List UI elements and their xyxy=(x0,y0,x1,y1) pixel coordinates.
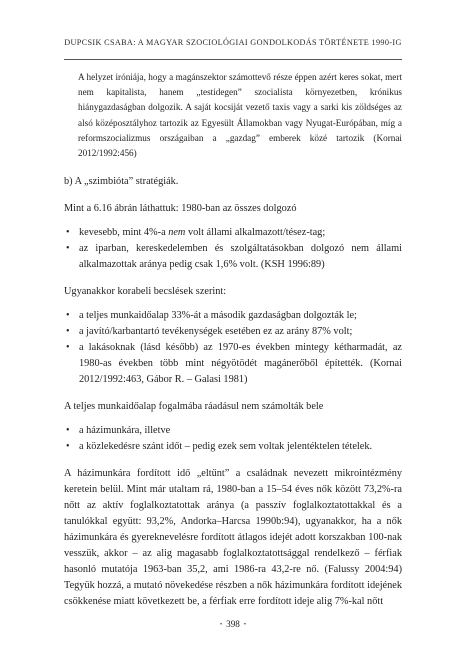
list-item: • a lakásoknak (lásd később) az 1970-es években mintegy kétharmadát, az 1980-as években több mint négyötödét magánerőből építették. (Kornai 2012/1992:463, Gábor R. – Galasi 1981) xyxy=(66,342,402,386)
list-item: • kevesebb, mint 4%-a nem volt állami alkalmazott/tésez-tag; xyxy=(64,225,402,241)
paragraph-housework: A házimunkára fordított idő „eltűnt” a családnak nevezett mikrointézmény keretein belül. Mint már utaltam rá, 1980-ban a 15–54 éves nők között 73,2%-ra nőtt az aktív foglalkoztatottak aránya (a passzív foglalkoztatottakkal és a tanulókkal együtt: 93,2%, Andorka–Harcsa 1990b:94), ugyanakkor, ha a nők házimunkára és gyereknevelésre fordított átlagos idejét adott korszakban 100-nak vesszük, akkor – az alig magasabb foglalkoztatottsággal rendelkező – férfiak hasonló mutatója 1963-ban 35,2, ami 1986-ra 43,2-re nő. (Falussy 2004:94) Tegyük hozzá, a mutató növekedése részben a nők házimunkára fordított idejének csökkenése miatt következett be, a férfiak erre fordított ideje alig 7%-kal nőtt xyxy=(64,468,402,608)
bullet-icon: • xyxy=(243,622,246,628)
list-item: • a teljes munkaidőalap 33%-át a második gazdaságban dolgozták le; xyxy=(64,308,402,324)
bullet-list-excluded xyxy=(64,423,402,455)
paragraph-worktime: A teljes munkaidőalap fogalmába ráadásul nem számolták bele xyxy=(64,401,324,413)
paragraph-estimates: Ugyanakkor korabeli becslések szerint: xyxy=(64,286,227,298)
paragraph-figure-ref: Mint a 6.16 ábrán láthattuk: 1980-ban az összes dolgozó xyxy=(64,203,297,215)
bullet-icon: • xyxy=(66,310,70,322)
body-text xyxy=(64,70,402,610)
bullet-icon: • xyxy=(66,227,70,239)
block-quote: A helyzet iróniája, hogy a magánszektor számottevő része éppen azért keres sokat, mert nem kapitalista, hanem „testidegen” szocialista környezetben, krónikus hiánygazdaságban dolgozik. A saját kocsiját vezető taxis vagy a sarki kis zöldséges az alsó középosztályhoz tartozik az Egyesült Államokban vagy Nyugat-Európában, míg a reformszocializmus országaiban a „gazdag” emberek közé tartozik (Kornai 2012/1992:456) xyxy=(78,72,402,159)
running-head: DUPCSIK CSABA: A MAGYAR SZOCIOLÓGIAI GONDOLKODÁS TÖRTÉNETE 1990-IG xyxy=(64,38,402,47)
header-rule xyxy=(64,59,402,60)
bullet-icon: • xyxy=(220,622,223,628)
list-item: • az iparban, kereskedelemben és szolgáltatásokban dolgozó nem állami alkalmazottak aránya pedig csak 1,6% volt. (KSH 1996:89) xyxy=(66,243,402,271)
list-item: • a közlekedésre szánt időt – pedig ezek sem voltak jelentéktelen tételek. xyxy=(64,439,402,455)
bullet-icon: • xyxy=(66,326,70,338)
paragraph-strategies: b) A „szimbióta” stratégiák. xyxy=(64,176,179,188)
bullet-list-estimates xyxy=(64,308,402,388)
bullet-icon: • xyxy=(66,342,70,354)
bullet-list-employees xyxy=(64,225,402,273)
bullet-icon: • xyxy=(66,425,70,437)
bullet-icon: • xyxy=(66,243,70,255)
list-item: • a javító/karbantartó tevékenységek esetében ez az arány 87% volt; xyxy=(64,324,402,340)
bullet-icon: • xyxy=(66,441,70,453)
page-number: • 398 • xyxy=(0,619,466,629)
list-item: • a házimunkára, illetve xyxy=(64,423,402,439)
